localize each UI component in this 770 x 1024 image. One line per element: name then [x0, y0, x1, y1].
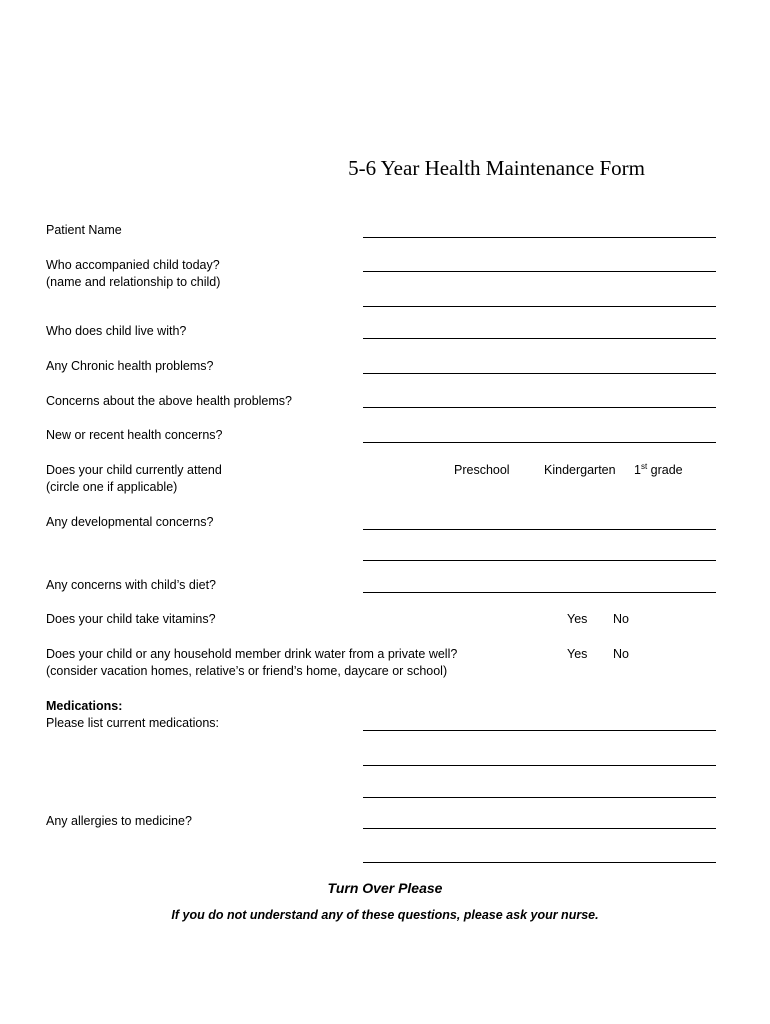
allergies-label: Any allergies to medicine?	[46, 814, 192, 828]
option-preschool[interactable]: Preschool	[454, 463, 510, 477]
developmental-label: Any developmental concerns?	[46, 515, 214, 529]
form-title: 5-6 Year Health Maintenance Form	[348, 156, 645, 180]
recent-concerns-line[interactable]	[363, 442, 716, 443]
well-water-yes[interactable]: Yes	[567, 647, 588, 661]
accompanied-line-1[interactable]	[363, 271, 716, 272]
recent-concerns-label: New or recent health concerns?	[46, 428, 223, 442]
medications-label: Please list current medications:	[46, 716, 219, 730]
medications-line-2[interactable]	[363, 765, 716, 766]
lives-with-line[interactable]	[363, 338, 716, 339]
well-water-sublabel: (consider vacation homes, relative’s or friend’s home, daycare or school)	[46, 664, 448, 678]
medications-line-3[interactable]	[363, 797, 716, 798]
option-kindergarten[interactable]: Kindergarten	[544, 463, 616, 477]
chronic-line[interactable]	[363, 373, 716, 374]
turn-over-note: Turn Over Please	[327, 880, 443, 896]
first-grade-number: 1	[634, 463, 641, 477]
patient-name-line[interactable]	[363, 237, 716, 238]
concerns-above-label: Concerns about the above health problems?	[46, 394, 292, 408]
developmental-line-2[interactable]	[363, 560, 716, 561]
vitamins-no[interactable]: No	[613, 612, 629, 626]
option-first-grade[interactable]	[634, 462, 683, 479]
chronic-label: Any Chronic health problems?	[46, 359, 214, 373]
diet-label: Any concerns with child’s diet?	[46, 578, 216, 592]
well-water-no[interactable]: No	[613, 647, 629, 661]
first-grade-word: grade	[647, 463, 683, 477]
attend-sublabel: (circle one if applicable)	[46, 480, 178, 494]
allergies-line-2[interactable]	[363, 862, 716, 863]
developmental-line-1[interactable]	[363, 529, 716, 530]
first-grade-suffix: st	[640, 461, 648, 471]
allergies-line-1[interactable]	[363, 828, 716, 829]
accompanied-label: Who accompanied child today?	[46, 258, 220, 272]
concerns-above-line[interactable]	[363, 407, 716, 408]
medications-line-1[interactable]	[363, 730, 716, 731]
lives-with-label: Who does child live with?	[46, 324, 187, 338]
accompanied-line-2[interactable]	[363, 306, 716, 307]
medications-heading: Medications:	[46, 699, 123, 713]
nurse-note: If you do not understand any of these questions, please ask your nurse.	[171, 908, 599, 922]
vitamins-yes[interactable]: Yes	[567, 612, 588, 626]
well-water-label: Does your child or any household member drink water from a private well?	[46, 647, 458, 661]
accompanied-sublabel: (name and relationship to child)	[46, 275, 221, 289]
attend-label: Does your child currently attend	[46, 463, 222, 477]
patient-name-label: Patient Name	[46, 223, 122, 237]
diet-line[interactable]	[363, 592, 716, 593]
vitamins-label: Does your child take vitamins?	[46, 612, 216, 626]
